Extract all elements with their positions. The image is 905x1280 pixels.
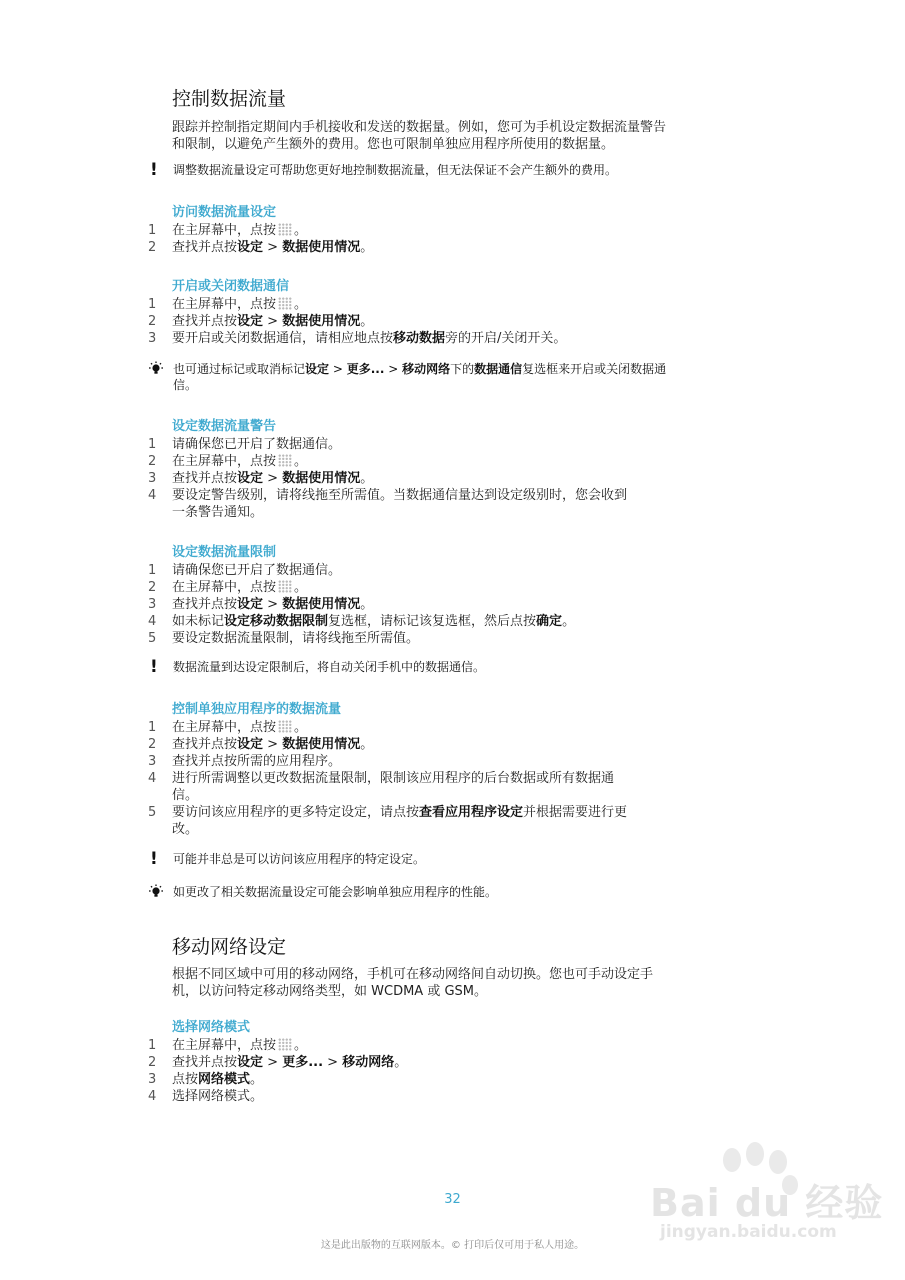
step bbox=[148, 579, 748, 596]
ui-term: 数据使用情况 bbox=[282, 597, 361, 612]
step-text: 旁的开启/关闭开关。 bbox=[445, 331, 567, 346]
subheading-data-limit: 设定数据流量限制 bbox=[172, 545, 277, 560]
step-text: 要访问该应用程序的更多特定设定，请点按 bbox=[172, 805, 420, 820]
step-text: 信。 bbox=[172, 788, 199, 803]
arrow: > bbox=[263, 471, 283, 486]
step bbox=[148, 804, 748, 838]
page-number: 32 bbox=[444, 1192, 461, 1207]
step-number: 3 bbox=[148, 471, 157, 486]
lightbulb-icon bbox=[148, 884, 164, 900]
step-text: 改。 bbox=[172, 822, 199, 837]
step-number: 2 bbox=[148, 454, 157, 469]
step bbox=[148, 1071, 748, 1088]
ui-term: 设定 bbox=[237, 240, 264, 255]
step-text: 并根据需要进行更 bbox=[523, 805, 628, 820]
ui-term: 数据使用情况 bbox=[282, 240, 361, 255]
exclamation-icon: ! bbox=[150, 849, 158, 869]
step bbox=[148, 436, 748, 453]
step-number: 4 bbox=[148, 488, 157, 503]
steps-network-mode bbox=[148, 1037, 748, 1105]
step-number: 1 bbox=[148, 1038, 157, 1053]
steps-access-settings bbox=[148, 222, 748, 256]
subheading-toggle-data: 开启或关闭数据通信 bbox=[172, 279, 290, 294]
step-number: 1 bbox=[148, 297, 157, 312]
ui-term: 设定 bbox=[237, 471, 264, 486]
exclamation-icon: ! bbox=[150, 160, 158, 180]
apps-grid-icon bbox=[278, 223, 292, 236]
step bbox=[148, 1088, 748, 1105]
ui-term: 更多... bbox=[282, 1055, 324, 1070]
subheading-data-warning: 设定数据流量警告 bbox=[172, 419, 277, 434]
tip-segment: 复选框来开启或关闭数据通 bbox=[522, 362, 667, 376]
step-text: 。 bbox=[294, 454, 308, 469]
step-text: 如未标记 bbox=[172, 614, 225, 629]
step-text: 复选框，请标记该复选框，然后点按 bbox=[328, 614, 537, 629]
intro-line-1: 根据不同区域中可用的移动网络，手机可在移动网络间自动切换。您也可手动设定手 bbox=[172, 967, 654, 982]
steps-data-warning bbox=[148, 436, 748, 521]
arrow: > bbox=[263, 737, 283, 752]
step-text: 进行所需调整以更改数据流量限制，限制该应用程序的后台数据或所有数据通 bbox=[172, 771, 615, 786]
note-text: 数据流量到达设定限制后，将自动关闭手机中的数据通信。 bbox=[173, 660, 486, 674]
step-text: 。 bbox=[294, 720, 308, 735]
step bbox=[148, 487, 748, 521]
watermark-brand: Bai du 经验 bbox=[650, 1181, 884, 1225]
step bbox=[148, 453, 748, 470]
step-number: 2 bbox=[148, 314, 157, 329]
step-text: 。 bbox=[394, 1055, 408, 1070]
step-text: 在主屏幕中，点按 bbox=[172, 580, 277, 595]
ui-term: 设定 bbox=[305, 362, 330, 376]
step-text: 。 bbox=[360, 597, 374, 612]
step-text: 。 bbox=[360, 471, 374, 486]
step bbox=[148, 239, 748, 256]
ui-term: 设定移动数据限制 bbox=[224, 614, 329, 629]
step bbox=[148, 313, 748, 330]
step-text: 查找并点按 bbox=[172, 240, 238, 255]
tip-segment: 下的 bbox=[450, 362, 475, 376]
step-number: 1 bbox=[148, 563, 157, 578]
note-text: 可能并非总是可以访问该应用程序的特定设定。 bbox=[173, 852, 426, 866]
arrow: > bbox=[263, 1055, 283, 1070]
step-text: 。 bbox=[294, 1038, 308, 1053]
step bbox=[148, 613, 748, 630]
ui-term: 设定 bbox=[237, 314, 264, 329]
exclamation-icon: ! bbox=[150, 657, 158, 677]
apps-grid-icon bbox=[278, 580, 292, 593]
intro-line-2: 机，以访问特定移动网络类型，如 WCDMA 或 GSM。 bbox=[172, 984, 487, 999]
step-text: 要设定数据流量限制，请将线拖至所需值。 bbox=[172, 631, 420, 646]
ui-term: 数据使用情况 bbox=[282, 471, 361, 486]
arrow: > bbox=[263, 240, 283, 255]
step-text: 。 bbox=[360, 314, 374, 329]
network-intro-paragraph bbox=[172, 966, 762, 1000]
step-text: 。 bbox=[294, 580, 308, 595]
subheading-network-mode: 选择网络模式 bbox=[172, 1020, 251, 1035]
step-text: 在主屏幕中，点按 bbox=[172, 297, 277, 312]
step bbox=[148, 562, 748, 579]
apps-grid-icon bbox=[278, 720, 292, 733]
ui-term: 设定 bbox=[237, 737, 264, 752]
steps-app-data bbox=[148, 719, 748, 838]
step-number: 5 bbox=[148, 631, 157, 646]
tip-segment: 信。 bbox=[173, 378, 198, 392]
step-text: 。 bbox=[294, 297, 308, 312]
section-title-data-traffic: 控制数据流量 bbox=[172, 88, 287, 110]
step-text: 请确保您已开启了数据通信。 bbox=[172, 563, 342, 578]
step-number: 3 bbox=[148, 754, 157, 769]
step bbox=[148, 753, 748, 770]
step bbox=[148, 222, 748, 239]
step-text: 选择网络模式。 bbox=[172, 1089, 264, 1104]
ui-term: 确定 bbox=[536, 614, 563, 629]
ui-term: 数据使用情况 bbox=[282, 737, 361, 752]
step bbox=[148, 296, 748, 313]
section-title-mobile-network: 移动网络设定 bbox=[172, 936, 287, 958]
apps-grid-icon bbox=[278, 1038, 292, 1051]
step-text: 查找并点按所需的应用程序。 bbox=[172, 754, 342, 769]
step-text: 。 bbox=[250, 1072, 264, 1087]
intro-line-2: 和限制，以避免产生额外的费用。您也可限制单独应用程序所使用的数据量。 bbox=[172, 137, 615, 152]
ui-term: 数据通信 bbox=[474, 362, 523, 376]
step-number: 1 bbox=[148, 223, 157, 238]
step-number: 5 bbox=[148, 805, 157, 820]
arrow: > bbox=[384, 362, 403, 376]
apps-grid-icon bbox=[278, 454, 292, 467]
ui-term: 数据使用情况 bbox=[282, 314, 361, 329]
steps-data-limit bbox=[148, 562, 748, 647]
step-text: 请确保您已开启了数据通信。 bbox=[172, 437, 342, 452]
step-text: 查找并点按 bbox=[172, 737, 238, 752]
tip-text bbox=[173, 361, 733, 393]
step bbox=[148, 719, 748, 736]
watermark-url: jingyan.baidu.com bbox=[660, 1222, 837, 1242]
step-text: 。 bbox=[562, 614, 576, 629]
step-text: 。 bbox=[360, 737, 374, 752]
step-number: 2 bbox=[148, 240, 157, 255]
step-text: 。 bbox=[360, 240, 374, 255]
note-text: 调整数据流量设定可帮助您更好地控制数据流量，但无法保证不会产生额外的费用。 bbox=[173, 163, 618, 177]
tip-text: 如更改了相关数据流量设定可能会影响单独应用程序的性能。 bbox=[173, 885, 498, 899]
intro-line-1: 跟踪并控制指定期间内手机接收和发送的数据量。例如，您可为手机设定数据流量警告 bbox=[172, 120, 667, 135]
step-number: 3 bbox=[148, 331, 157, 346]
step-text: 一条警告通知。 bbox=[172, 505, 264, 520]
step-text: 查找并点按 bbox=[172, 597, 238, 612]
step bbox=[148, 470, 748, 487]
ui-term: 网络模式 bbox=[198, 1072, 251, 1087]
apps-grid-icon bbox=[278, 297, 292, 310]
step-text: 要设定警告级别，请将线拖至所需值。当数据通信量达到设定级别时，您会收到 bbox=[172, 488, 628, 503]
step-text: 。 bbox=[294, 223, 308, 238]
step-text: 点按 bbox=[172, 1072, 199, 1087]
arrow: > bbox=[323, 1055, 343, 1070]
step-number: 4 bbox=[148, 614, 157, 629]
arrow: > bbox=[263, 597, 283, 612]
step-number: 2 bbox=[148, 580, 157, 595]
step-text: 要开启或关闭数据通信，请相应地点按 bbox=[172, 331, 394, 346]
step-text: 在主屏幕中，点按 bbox=[172, 1038, 277, 1053]
step bbox=[148, 770, 748, 804]
ui-term: 移动网络 bbox=[342, 1055, 395, 1070]
step-number: 1 bbox=[148, 437, 157, 452]
step-text: 在主屏幕中，点按 bbox=[172, 720, 277, 735]
ui-term: 查看应用程序设定 bbox=[419, 805, 524, 820]
step-number: 2 bbox=[148, 1055, 157, 1070]
step-text: 在主屏幕中，点按 bbox=[172, 454, 277, 469]
step bbox=[148, 1054, 748, 1071]
ui-term: 设定 bbox=[237, 1055, 264, 1070]
step-text: 在主屏幕中，点按 bbox=[172, 223, 277, 238]
step-number: 1 bbox=[148, 720, 157, 735]
steps-toggle-data bbox=[148, 296, 748, 347]
step bbox=[148, 736, 748, 753]
step bbox=[148, 630, 748, 647]
step-number: 3 bbox=[148, 1072, 157, 1087]
arrow: > bbox=[329, 362, 347, 376]
step bbox=[148, 1037, 748, 1054]
ui-term: 设定 bbox=[237, 597, 264, 612]
step-number: 2 bbox=[148, 737, 157, 752]
ui-term: 移动网络 bbox=[402, 362, 451, 376]
subheading-access-settings: 访问数据流量设定 bbox=[172, 205, 277, 220]
step-text: 查找并点按 bbox=[172, 471, 238, 486]
step-number: 4 bbox=[148, 1089, 157, 1104]
footer-notice: 这是此出版物的互联网版本。© 打印后仅可用于私人用途。 bbox=[320, 1240, 585, 1251]
step-text: 查找并点按 bbox=[172, 1055, 238, 1070]
step bbox=[148, 330, 748, 347]
subheading-app-data: 控制单独应用程序的数据流量 bbox=[172, 702, 342, 717]
intro-paragraph bbox=[172, 119, 762, 153]
step-number: 4 bbox=[148, 771, 157, 786]
step-number: 3 bbox=[148, 597, 157, 612]
ui-term: 更多... bbox=[346, 362, 385, 376]
lightbulb-icon bbox=[148, 361, 164, 377]
arrow: > bbox=[263, 314, 283, 329]
ui-term: 移动数据 bbox=[393, 331, 446, 346]
step bbox=[148, 596, 748, 613]
tip-segment: 也可通过标记或取消标记 bbox=[173, 362, 306, 376]
step-text: 查找并点按 bbox=[172, 314, 238, 329]
